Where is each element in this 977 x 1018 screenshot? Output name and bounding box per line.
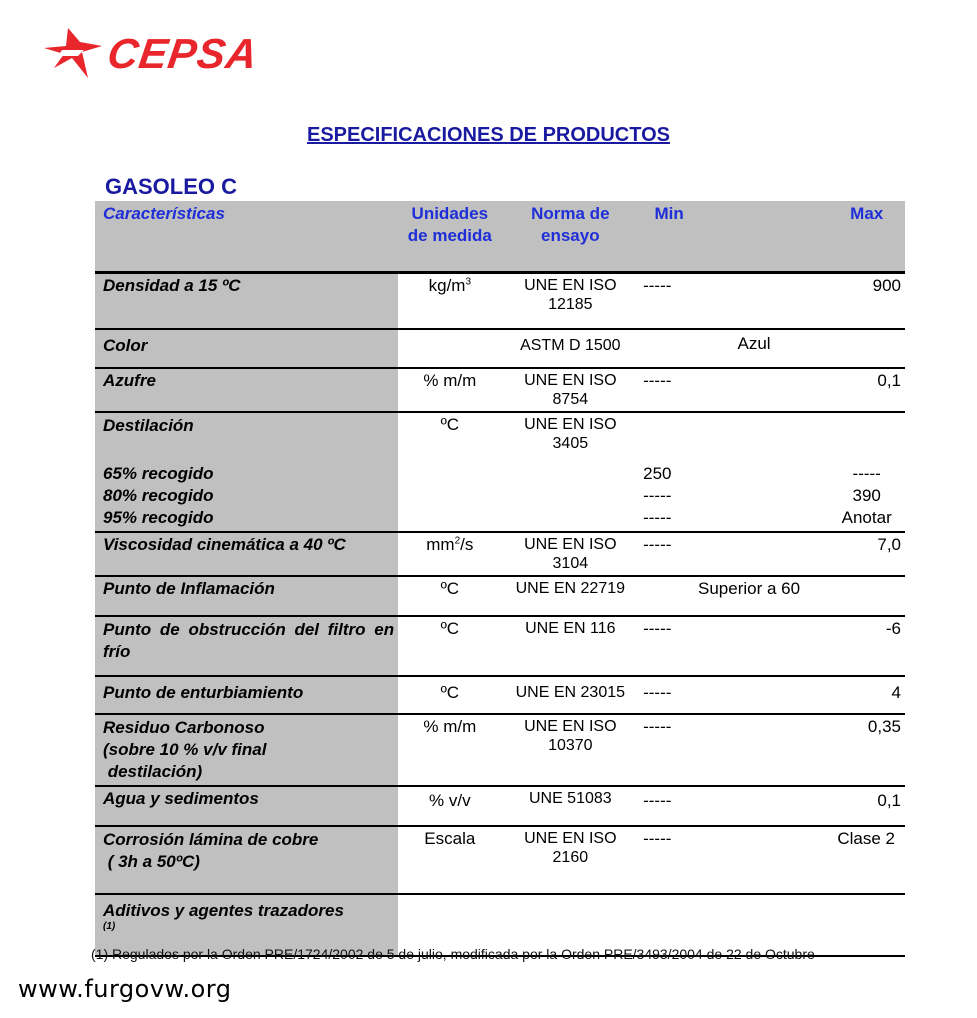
table-row	[95, 576, 905, 616]
row-min: -----	[639, 532, 699, 576]
row-char: Color	[95, 329, 398, 368]
table-row	[95, 273, 905, 329]
row-max: Clase 2	[828, 826, 905, 894]
page-title: ESPECIFICACIONES DE PRODUCTOS	[306, 124, 671, 146]
row-char: Agua y sedimentos	[95, 786, 398, 826]
note-ref: (1)	[103, 920, 116, 932]
row-min: -----	[639, 368, 699, 412]
row-unit: % m/m	[398, 714, 501, 786]
row-span-value: Superior a 60	[639, 576, 905, 616]
table-row	[95, 786, 905, 826]
row-unit: ºC	[398, 616, 501, 676]
table-row	[95, 412, 905, 532]
sub-label: 95% recogido	[103, 507, 214, 527]
row-char: Destilación 65% recogido 80% recogido 95% recogido	[95, 412, 398, 532]
row-max: 0,35	[828, 714, 905, 786]
row-max: 0,1	[828, 368, 905, 412]
table-row	[95, 676, 905, 714]
row-norm: UNE EN ISO 3104	[502, 532, 640, 576]
row-unit: % v/v	[398, 786, 501, 826]
table-row	[95, 532, 905, 576]
row-norm: UNE EN ISO 3405	[524, 415, 617, 452]
row-max: 900	[828, 273, 905, 329]
row-max: ----- 390 Anotar	[841, 463, 892, 527]
row-unit: $kg/m^3$	[398, 273, 501, 329]
row-unit: ºC	[398, 576, 501, 616]
row-char: Aditivos y agentes trazadores (1)	[95, 894, 398, 956]
row-norm: UNE 51083	[502, 786, 640, 826]
row-char: Viscosidad cinemática a 40 ºC	[95, 532, 398, 576]
cepsa-flame-icon	[44, 28, 106, 82]
row-min: -----	[639, 826, 699, 894]
header-caracteristicas: Características	[95, 201, 398, 273]
row-min: -----	[639, 786, 699, 826]
row-char: Densidad a 15 ºC	[95, 273, 398, 329]
watermark: www.furgovw.org	[18, 975, 232, 1003]
row-min: 250 ----- -----	[643, 463, 672, 527]
header-unidades: Unidades de medida	[398, 201, 501, 273]
row-unit: ºC	[398, 676, 501, 714]
row-unit: ºC	[440, 414, 460, 434]
table-row	[95, 714, 905, 786]
header-max: Max	[828, 201, 905, 273]
footnote: (1) Regulados por la Orden PRE/1724/2002 de 5 de julio, modificada por la Orden PRE/3493/2004 de 22 de Octubre	[91, 946, 815, 962]
row-char: Corrosión lámina de cobre ( 3h a 50ºC)	[95, 826, 398, 894]
row-char: Azufre	[95, 368, 398, 412]
table-row	[95, 826, 905, 894]
row-char: Punto de enturbiamiento	[95, 676, 398, 714]
row-char: Residuo Carbonoso (sobre 10 % v/v final destilación)	[95, 714, 398, 786]
row-norm: UNE EN 23015	[502, 676, 640, 714]
table-header-row	[95, 201, 905, 273]
row-norm: UNE EN 116	[502, 616, 640, 676]
row-norm: UNE EN ISO 10370	[502, 714, 640, 786]
product-title: GASOLEO C	[105, 174, 238, 199]
row-unit: % m/m	[398, 368, 501, 412]
row-min: -----	[639, 616, 699, 676]
row-min: -----	[639, 273, 699, 329]
row-unit: Escala	[398, 826, 501, 894]
row-norm: UNE EN 22719	[502, 576, 640, 616]
sub-label: 65% recogido	[103, 463, 214, 483]
row-max: 4	[828, 676, 905, 714]
table-row	[95, 616, 905, 676]
row-span-value: Azul	[639, 329, 905, 368]
row-min: -----	[639, 714, 699, 786]
header-blank	[699, 201, 828, 273]
row-char: Punto de obstrucción del filtro en frío	[95, 616, 398, 676]
row-norm: UNE EN ISO 12185	[502, 273, 640, 329]
row-char: Punto de Inflamación	[95, 576, 398, 616]
row-norm: UNE EN ISO 8754	[502, 368, 640, 412]
row-max: 0,1	[828, 786, 905, 826]
sub-label: 80% recogido	[103, 485, 214, 505]
row-max: -6	[828, 616, 905, 676]
row-unit: $mm^2/s$	[398, 532, 501, 576]
spec-table	[95, 201, 905, 957]
header-min: Min	[639, 201, 699, 273]
row-max: 7,0	[828, 532, 905, 576]
row-norm: ASTM D 1500	[502, 329, 640, 368]
cepsa-logo-text: CEPSA	[104, 30, 262, 77]
table-row	[95, 329, 905, 368]
row-min: -----	[639, 676, 699, 714]
row-norm: UNE EN ISO 2160	[502, 826, 640, 894]
table-row	[95, 368, 905, 412]
cepsa-logo	[44, 28, 262, 84]
header-norma: Norma de ensayo	[502, 201, 640, 273]
